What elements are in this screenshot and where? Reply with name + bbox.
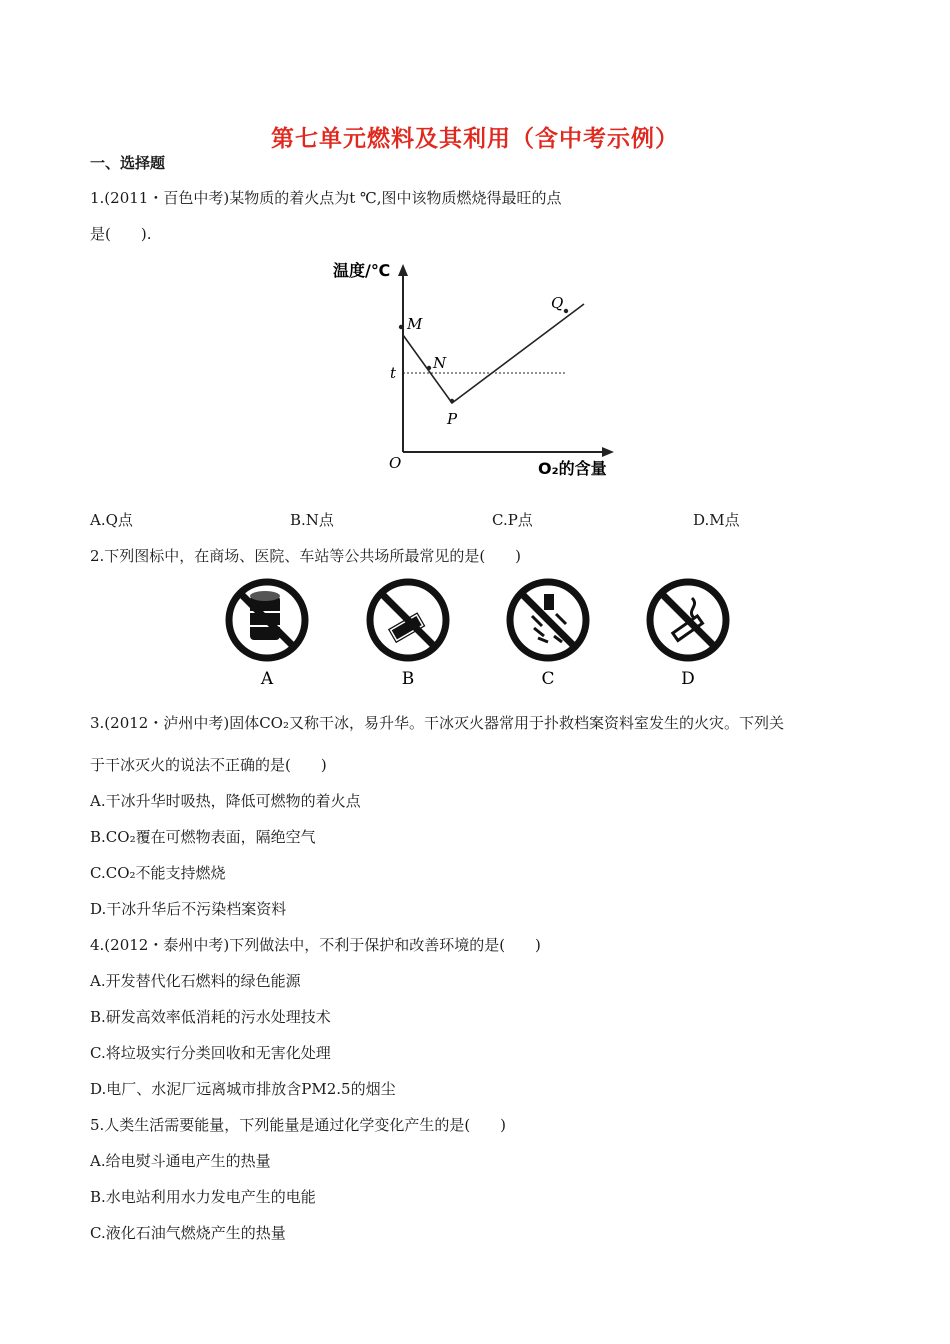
q5-option-c[interactable]: C.液化石油气燃烧产生的热量	[90, 1224, 286, 1242]
q3-option-a[interactable]: A.干冰升华时吸热，降低可燃物的着火点	[90, 792, 361, 810]
question-5-stem: 5.人类生活需要能量，下列能量是通过化学变化产生的是( )	[90, 1116, 507, 1134]
q3-option-d[interactable]: D.干冰升华后不污染档案资料	[90, 900, 287, 918]
sign-label-c: C	[541, 669, 555, 689]
question-2-stem: 2.下列图标中，在商场、医院、车站等公共场所最常见的是( )	[90, 547, 522, 565]
point-N	[427, 366, 431, 370]
question-1-stem-cont: 是( ).	[90, 225, 152, 243]
no-oil-drum-icon	[229, 582, 305, 658]
x-axis-label: O₂的含量	[538, 459, 607, 478]
no-smoking-icon	[650, 582, 726, 658]
label-Q: Q	[551, 294, 564, 312]
q1-option-b[interactable]: B.N点	[290, 511, 334, 529]
q1-option-a[interactable]: A.Q点	[90, 511, 133, 529]
q5-option-a[interactable]: A.给电熨斗通电产生的热量	[90, 1152, 271, 1170]
page-title: 第七单元燃料及其利用（含中考示例）	[271, 126, 679, 152]
q1-option-c[interactable]: C.P点	[492, 511, 533, 529]
y-axis-arrow	[398, 264, 408, 276]
label-P: P	[447, 410, 458, 428]
q4-option-d[interactable]: D.电厂、水泥厂远离城市排放含PM2.5的烟尘	[90, 1080, 396, 1098]
point-P	[450, 399, 454, 403]
safety-signs	[215, 578, 755, 696]
section-heading: 一、选择题	[90, 154, 166, 172]
point-M	[399, 325, 403, 329]
x-axis-arrow	[602, 447, 614, 457]
point-Q	[564, 309, 568, 313]
sign-label-d: D	[681, 669, 695, 689]
q3-option-c[interactable]: C.CO₂不能支持燃烧	[90, 864, 226, 882]
origin-label: O	[389, 454, 402, 472]
q4-option-c[interactable]: C.将垃圾实行分类回收和无害化处理	[90, 1044, 331, 1062]
sign-label-a: A	[260, 669, 274, 689]
no-fireworks-icon	[510, 582, 586, 658]
question-4-stem: 4.(2012・泰州中考)下列做法中，不利于保护和改善环境的是( )	[90, 936, 541, 954]
label-M: M	[407, 315, 423, 333]
q4-option-a[interactable]: A.开发替代化石燃料的绿色能源	[90, 972, 301, 990]
question-3-stem: 3.(2012・泸州中考)固体CO₂又称干冰，易升华。干冰灭火器常用于扑救档案资料室发生的火灾。下列关	[90, 714, 784, 732]
q3-option-b[interactable]: B.CO₂覆在可燃物表面，隔绝空气	[90, 828, 316, 846]
question-3-stem-cont: 于干冰灭火的说法不正确的是( )	[90, 756, 327, 774]
temperature-oxygen-graph	[325, 256, 625, 481]
t-label: t	[390, 364, 397, 382]
no-matches-icon	[370, 582, 446, 658]
question-1-stem: 1.(2011・百色中考)某物质的着火点为t ℃,图中该物质燃烧得最旺的点	[90, 189, 562, 207]
q1-option-d[interactable]: D.M点	[693, 511, 740, 529]
q4-option-b[interactable]: B.研发高效率低消耗的污水处理技术	[90, 1008, 331, 1026]
label-N: N	[433, 354, 447, 372]
sign-label-b: B	[401, 669, 415, 689]
temperature-curve	[403, 304, 584, 403]
q5-option-b[interactable]: B.水电站利用水力发电产生的电能	[90, 1188, 316, 1206]
y-axis-label: 温度/℃	[333, 261, 391, 280]
